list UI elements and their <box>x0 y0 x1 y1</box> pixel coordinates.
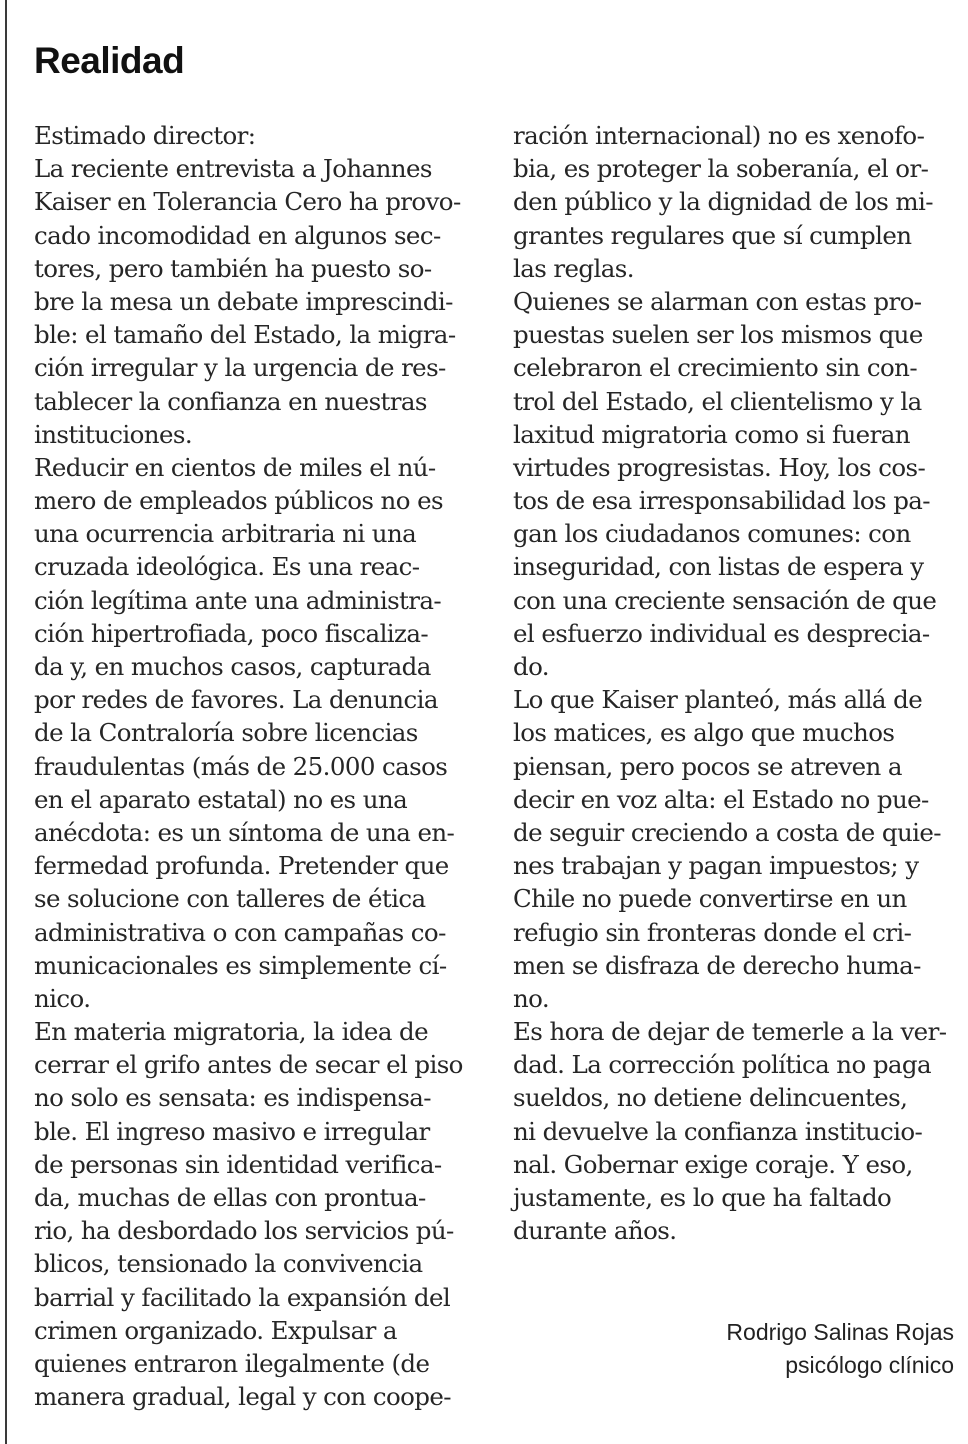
text-line: laxitud migratoria como si fueran <box>513 419 910 449</box>
text-line: da, muchas de ellas con prontua- <box>34 1183 426 1212</box>
text-line: cado incomodidad en algunos sec- <box>34 220 441 250</box>
text-line: tos de esa irresponsabilidad los pa- <box>513 486 930 516</box>
text-line: fermedad profunda. Pretender que <box>34 851 449 881</box>
text-line: nico. <box>34 983 91 1013</box>
text-line: Estimado director: <box>34 121 256 150</box>
text-line: no solo es sensata: es indispensa- <box>34 1083 431 1113</box>
text-line: ción legítima ante una administra- <box>34 585 442 615</box>
text-line: Kaiser en Tolerancia Cero ha provo- <box>34 187 461 217</box>
text-line: men se disfraza de derecho huma- <box>513 950 921 980</box>
text-line: da y, en muchos casos, capturada <box>34 652 431 681</box>
text-line: virtudes progresistas. Hoy, los cos- <box>513 452 926 482</box>
text-line: Quienes se alarman con estas pro- <box>513 286 922 316</box>
text-line: quienes entraron ilegalmente (de <box>34 1348 430 1378</box>
text-line: celebraron el crecimiento sin con- <box>513 353 918 383</box>
text-line: dad. La corrección política no paga <box>513 1050 932 1080</box>
text-line: decir en voz alta: el Estado no pue- <box>513 784 929 814</box>
text-line: tablecer la confianza en nuestras <box>34 386 427 416</box>
text-line: ble: el tamaño del Estado, la migra- <box>34 320 456 350</box>
text-line: por redes de favores. La denuncia <box>34 685 438 715</box>
text-line: sueldos, no detiene delincuentes, <box>513 1083 908 1113</box>
text-line: den público y la dignidad de los mi- <box>513 187 933 217</box>
text-line: Reducir en cientos de miles el nú- <box>34 452 436 482</box>
text-line: gan los ciudadanos comunes: con <box>513 519 911 549</box>
text-line: municacionales es simplemente cí- <box>34 950 447 980</box>
text-line: ción irregular y la urgencia de res- <box>34 353 446 383</box>
text-line: bre la mesa un debate imprescindi- <box>34 286 453 316</box>
text-line: ble. El ingreso masivo e irregular <box>34 1116 430 1146</box>
text-line: trol del Estado, el clientelismo y la <box>513 386 922 416</box>
text-line: ración internacional) no es xenofo- <box>513 121 925 150</box>
text-line: nes trabajan y pagan impuestos; y <box>513 851 919 881</box>
text-line: los matices, es algo que muchos <box>513 718 895 748</box>
text-line: administrativa o con campañas co- <box>34 917 446 947</box>
author-signature <box>726 1316 954 1382</box>
text-line: La reciente entrevista a Johannes <box>34 154 432 184</box>
text-line: En materia migratoria, la idea de <box>34 1017 428 1047</box>
column-rule <box>5 0 7 1444</box>
text-line: barrial y facilitado la expansión del <box>34 1282 451 1312</box>
text-line: fraudulentas (más de 25.000 casos <box>34 751 448 781</box>
text-line: tores, pero también ha puesto so- <box>34 253 432 283</box>
text-line: de la Contraloría sobre licencias <box>34 718 418 748</box>
text-line: Es hora de dejar de temerle a la ver- <box>513 1017 947 1047</box>
text-line: anécdota: es un síntoma de una en- <box>34 817 455 847</box>
text-line: puestas suelen ser los mismos que <box>513 320 923 350</box>
text-line: piensan, pero pocos se atreven a <box>513 751 902 781</box>
text-line: grantes regulares que sí cumplen <box>513 220 912 250</box>
text-line: justamente, es lo que ha faltado <box>513 1183 892 1212</box>
text-line: una ocurrencia arbitraria ni una <box>34 519 417 549</box>
text-line: refugio sin fronteras donde el cri- <box>513 917 912 947</box>
text-line: bia, es proteger la soberanía, el or- <box>513 154 929 184</box>
text-line: en el aparato estatal) no es una <box>34 784 408 814</box>
text-line: ción hipertrofiada, poco fiscaliza- <box>34 618 429 648</box>
text-line: las reglas. <box>513 253 634 283</box>
text-line: inseguridad, con listas de espera y <box>513 552 924 582</box>
letter-body-right-column <box>513 119 963 1247</box>
text-line: durante años. <box>513 1216 677 1246</box>
text-line: Lo que Kaiser planteó, más allá de <box>513 685 923 715</box>
text-line: no. <box>513 983 550 1013</box>
text-line: mero de empleados públicos no es <box>34 486 443 516</box>
text-line: do. <box>513 652 549 681</box>
text-line: Chile no puede convertirse en un <box>513 884 907 914</box>
text-line: blicos, tensionado la convivencia <box>34 1249 423 1279</box>
text-line: se solucione con talleres de ética <box>34 884 426 914</box>
text-line: ni devuelve la confianza institucio- <box>513 1116 923 1146</box>
text-line: cruzada ideológica. Es una reac- <box>34 552 420 582</box>
text-line: rio, ha desbordado los servicios pú- <box>34 1216 454 1246</box>
author-name: Rodrigo Salinas Rojas <box>726 1319 954 1345</box>
text-line: de personas sin identidad verifica- <box>34 1149 442 1179</box>
letter-headline: Realidad <box>34 40 185 81</box>
text-line: el esfuerzo individual es desprecia- <box>513 618 930 648</box>
text-line: cerrar el grifo antes de secar el piso <box>34 1050 463 1080</box>
text-line: crimen organizado. Expulsar a <box>34 1315 397 1345</box>
text-line: de seguir creciendo a costa de quie- <box>513 817 941 847</box>
text-line: con una creciente sensación de que <box>513 585 937 615</box>
author-title: psicólogo clínico <box>785 1352 954 1378</box>
text-line: nal. Gobernar exige coraje. Y eso, <box>513 1149 913 1179</box>
text-line: manera gradual, legal y con coope- <box>34 1382 451 1412</box>
text-line: instituciones. <box>34 419 193 449</box>
letter-body-left-column <box>34 119 479 1413</box>
